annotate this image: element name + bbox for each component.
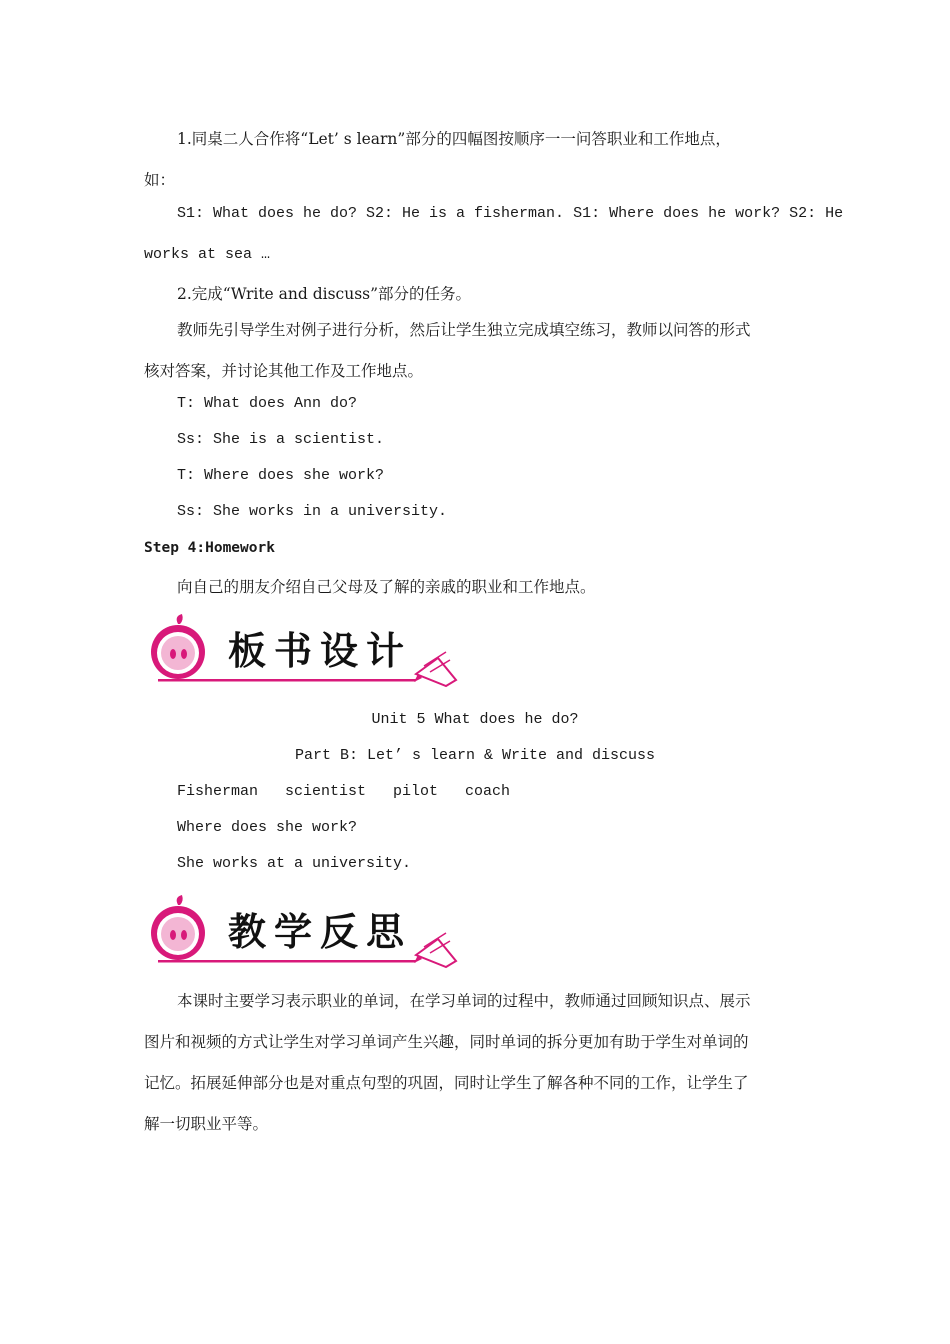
step3-desc-line2: 核对答案，并讨论其他工作及工作地点。 bbox=[144, 362, 424, 380]
step3-dialog-line1: S1: What does he do? S2: He is a fisherman. S1: Where does he work? S2: He bbox=[177, 205, 844, 222]
qa-line: Ss: She is a scientist. bbox=[177, 431, 385, 448]
qa-line: T: What does Ann do? bbox=[177, 395, 358, 412]
blackboard-answer: She works at a university. bbox=[177, 855, 412, 872]
reflection-line2: 图片和视频的方式让学生对学习单词产生兴趣，同时单词的拆分更加有助于学生对单词的 bbox=[144, 1033, 749, 1051]
blackboard-vocabulary: Fisherman scientist pilot coach bbox=[177, 783, 511, 800]
pencil-icon bbox=[414, 933, 456, 967]
qa-line: T: Where does she work? bbox=[177, 467, 385, 484]
step3-desc-line1: 教师先引导学生对例子进行分析，然后让学生独立完成填空练习，教师以问答的形式 bbox=[177, 321, 751, 339]
banner-title: 板书设计 bbox=[228, 629, 413, 673]
blackboard-design-banner bbox=[148, 612, 460, 688]
blackboard-part-title: Part B: Let’ s learn & Write and discuss bbox=[294, 747, 656, 764]
qa-line: Ss: She works in a university. bbox=[177, 503, 448, 520]
step4-text: 向自己的朋友介绍自己父母及了解的亲戚的职业和工作地点。 bbox=[177, 578, 596, 596]
step4-heading: Step 4:Homework bbox=[144, 540, 275, 556]
reflection-line3: 记忆。拓展延伸部分也是对重点句型的巩固，同时让学生了解各种不同的工作，让学生了 bbox=[144, 1074, 749, 1092]
step3-item2: 2.完成“Write and discuss”部分的任务。 bbox=[177, 285, 472, 303]
blackboard-unit-title: Unit 5 What does he do? bbox=[371, 711, 579, 728]
step3-item1-line1: 1.同桌二人合作将“Let’ s learn”部分的四幅图按顺序一一问答职业和工作地点， bbox=[177, 130, 731, 148]
blackboard-question: Where does she work? bbox=[177, 819, 358, 836]
apple-icon bbox=[151, 895, 205, 960]
reflection-line1: 本课时主要学习表示职业的单词，在学习单词的过程中，教师通过回顾知识点、展示 bbox=[177, 992, 751, 1010]
apple-icon bbox=[151, 614, 205, 679]
pencil-icon bbox=[414, 652, 456, 686]
banner-title: 教学反思 bbox=[228, 910, 413, 954]
step3-dialog-line2: works at sea … bbox=[144, 246, 271, 263]
reflection-line4: 解一切职业平等。 bbox=[144, 1115, 269, 1133]
step3-item1-line2: 如： bbox=[144, 171, 176, 189]
teaching-reflection-banner bbox=[148, 893, 460, 969]
